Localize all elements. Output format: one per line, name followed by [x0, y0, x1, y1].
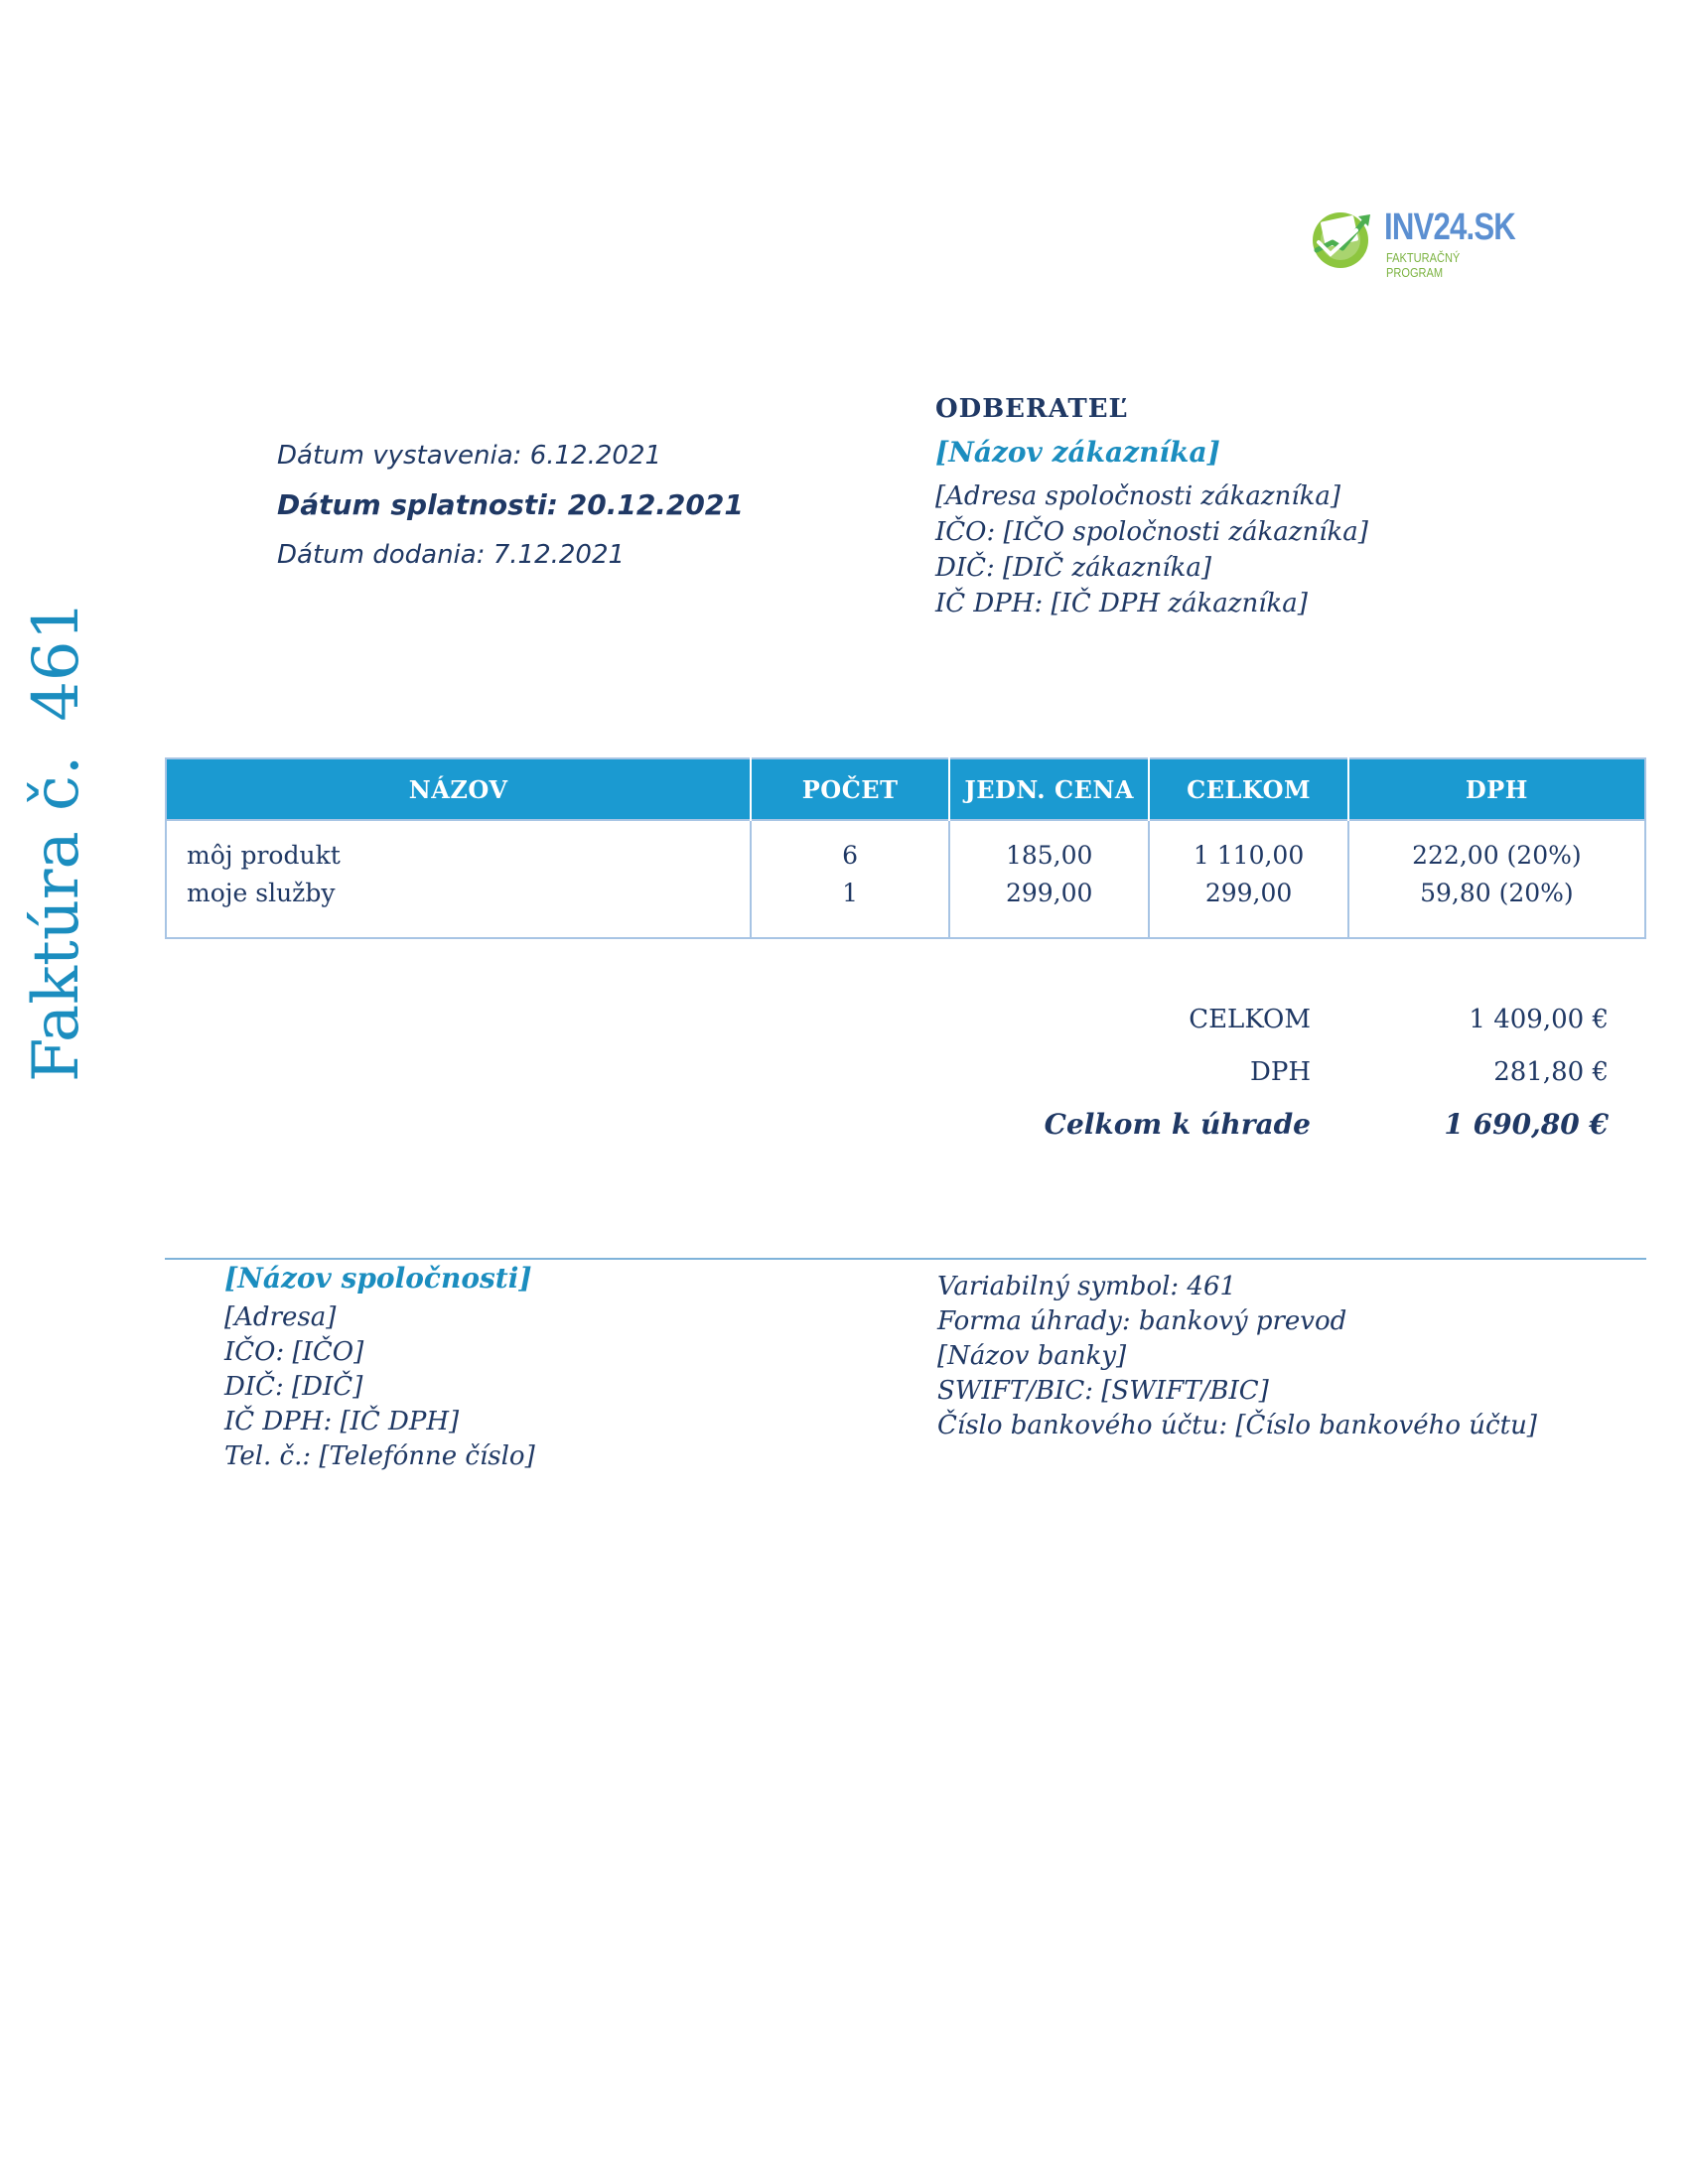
col-header-vat: DPH: [1348, 758, 1645, 820]
supplier-ico: IČO: [IČO]: [224, 1337, 364, 1367]
company-logo: [1309, 201, 1515, 280]
grand-total-label: Celkom k úhrade: [1044, 1108, 1311, 1141]
swift-bic: SWIFT/BIC: [SWIFT/BIC]: [937, 1376, 1269, 1406]
customer-icdph: IČ DPH: [IČ DPH zákazníka]: [935, 589, 1308, 618]
subtotal-row: [1033, 993, 1628, 1045]
totals-block: [1033, 993, 1628, 1151]
delivery-date: Dátum dodania: 7.12.2021: [277, 540, 626, 570]
vat-value: 281,80 €: [1493, 1056, 1609, 1087]
item-qty: 6: [842, 841, 859, 870]
table-header-row: [166, 758, 1645, 820]
customer-address: [Adresa spoločnosti zákazníka]: [935, 481, 1341, 511]
bank-account: Číslo bankového účtu: [Číslo bankového účtu]: [937, 1411, 1537, 1440]
variable-symbol: Variabilný symbol: 461: [937, 1272, 1237, 1301]
invoice-number: 461: [20, 600, 93, 722]
supplier-block: [224, 1261, 535, 1474]
supplier-phone: Tel. č.: [Telefónne číslo]: [224, 1441, 535, 1471]
customer-ico: IČO: [IČO spoločnosti zákazníka]: [935, 517, 1368, 547]
item-total-cell: [1149, 820, 1347, 938]
issue-date: Dátum vystavenia: 6.12.2021: [277, 441, 662, 471]
invoice-dates: [277, 431, 744, 580]
grand-total-row: [1033, 1098, 1628, 1151]
logo-subtitle: FAKTURAČNÝ PROGRAM: [1386, 250, 1461, 280]
payment-method: Forma úhrady: bankový prevod: [937, 1306, 1347, 1336]
customer-label: ODBERATEĽ: [935, 394, 1128, 424]
table-row: [166, 820, 1645, 938]
subtotal-value: 1 409,00 €: [1469, 1004, 1609, 1034]
vat-label: DPH: [1249, 1056, 1311, 1087]
item-name: môj produkt: [187, 841, 341, 870]
vat-row: [1033, 1045, 1628, 1098]
item-name: moje služby: [187, 879, 336, 907]
items-table: [165, 757, 1646, 939]
footer-divider: [165, 1258, 1646, 1260]
item-qty: 1: [842, 879, 859, 907]
supplier-name: [Názov spoločnosti]: [224, 1262, 532, 1295]
invoice-title-prefix: Faktúra č.: [20, 754, 93, 1082]
col-header-name: NÁZOV: [166, 758, 751, 820]
item-qty-cell: [751, 820, 949, 938]
customer-name: [Názov zákazníka]: [935, 436, 1220, 469]
bank-name: [Názov banky]: [937, 1341, 1127, 1371]
customer-block: [935, 391, 1368, 621]
item-total: 299,00: [1204, 879, 1293, 907]
due-date: Dátum splatnosti: 20.12.2021: [277, 488, 744, 521]
supplier-icdph: IČ DPH: [IČ DPH]: [224, 1407, 460, 1436]
logo-brand: INV24.SK: [1384, 206, 1515, 248]
subtotal-label: CELKOM: [1189, 1004, 1311, 1034]
customer-dic: DIČ: [DIČ zákazníka]: [935, 553, 1212, 583]
item-unit-cell: [949, 820, 1149, 938]
item-unit-price: 185,00: [1005, 841, 1093, 870]
col-header-qty: POČET: [751, 758, 949, 820]
payment-block: [937, 1270, 1537, 1443]
col-header-unit-price: JEDN. CENA: [949, 758, 1149, 820]
logo-icon: [1309, 205, 1380, 272]
item-vat: 222,00 (20%): [1412, 841, 1582, 870]
item-unit-price: 299,00: [1005, 879, 1093, 907]
grand-total-value: 1 690,80 €: [1444, 1108, 1609, 1141]
invoice-title: [20, 601, 93, 1082]
col-header-total: CELKOM: [1149, 758, 1347, 820]
item-vat: 59,80 (20%): [1420, 879, 1574, 907]
item-names-cell: [166, 820, 751, 938]
item-vat-cell: [1348, 820, 1645, 938]
supplier-dic: DIČ: [DIČ]: [224, 1372, 363, 1402]
item-total: 1 110,00: [1193, 841, 1305, 870]
supplier-address: [Adresa]: [224, 1302, 337, 1332]
